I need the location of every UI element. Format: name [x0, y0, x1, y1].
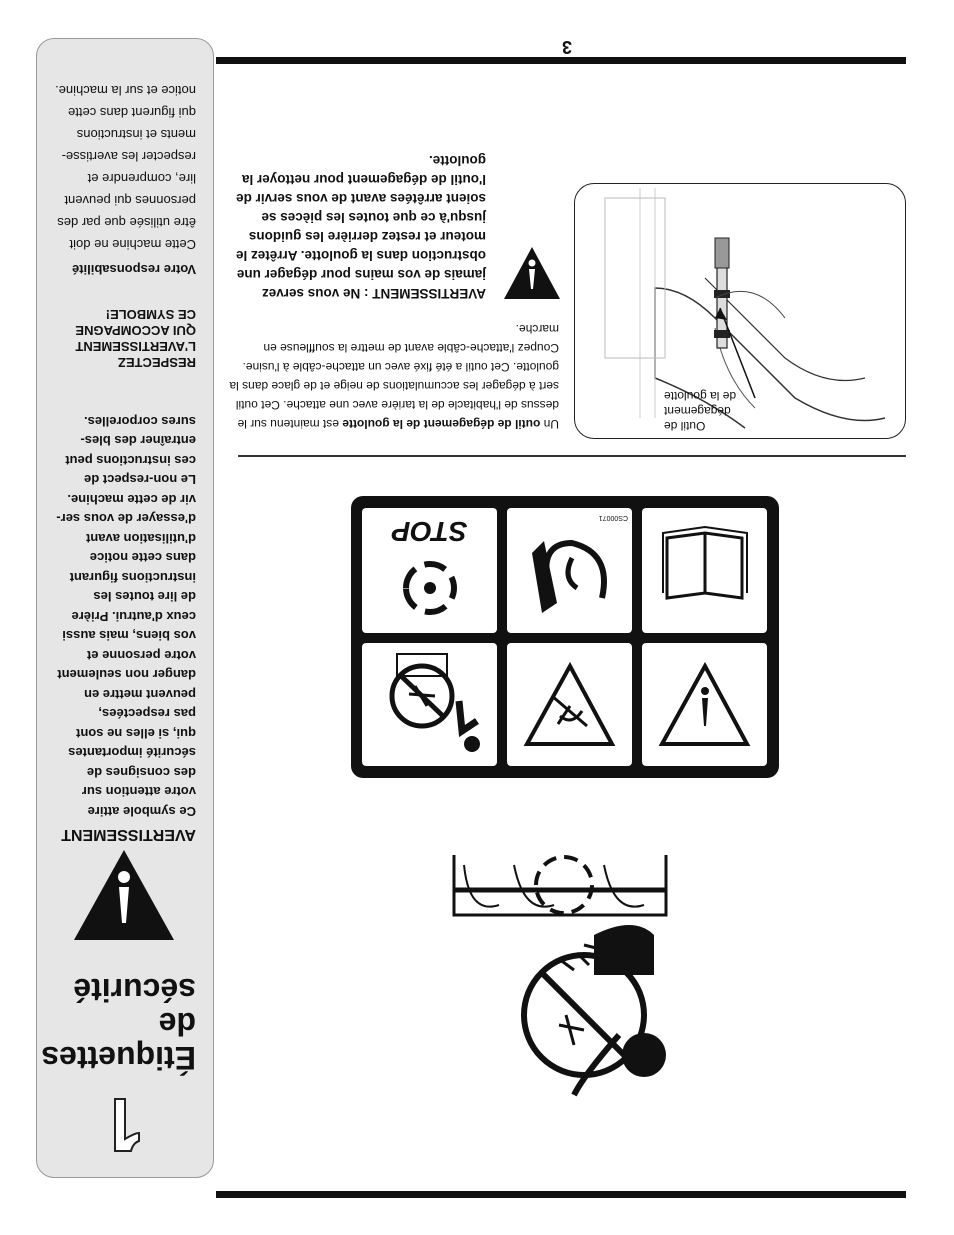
responsibility-line: qui figurent dans cette: [68, 105, 196, 120]
warning-body: [36, 412, 196, 822]
responsibility-line: ments et instructions: [76, 127, 196, 142]
safety-decal: [351, 496, 779, 778]
decal-cell-warning: [642, 643, 767, 766]
desc-bold: outil de dégagement de la goulotte: [342, 417, 541, 431]
warning-line: sures corporelles.: [84, 414, 196, 429]
responsibility-line: lire, comprendre et: [87, 171, 196, 186]
auger-hand-hazard-illustration: [446, 855, 674, 1155]
decal-cell-manual: [642, 508, 767, 633]
warning-line: ces instructions peut: [65, 453, 196, 468]
warning-heading: AVERTISSEMENT: [61, 826, 196, 843]
warning-line: entraîner des bles-: [80, 433, 196, 449]
warning-line: votre attention sur: [81, 784, 196, 800]
decal-code: CS00071: [598, 514, 628, 521]
chapter-title: [41, 972, 196, 1076]
respect-line: CE SYMBOLE!: [105, 307, 196, 322]
no-hands-in-chute-icon: [362, 643, 497, 766]
warning-line: danger non seulement: [57, 667, 196, 683]
responsibility-line: personnes qui peuvent: [64, 193, 196, 208]
tool-description: [229, 319, 559, 433]
respect-notice: [36, 306, 196, 370]
warning-line: dans cette notice: [89, 550, 196, 566]
warning-line: Le non-respect de: [84, 472, 196, 488]
warning-line: ceux d'autrui. Prière: [71, 609, 196, 624]
warning-line: instructions figurant: [69, 570, 196, 585]
responsibility-body: [36, 79, 196, 255]
warning-line: qui, si elles ne sont: [76, 726, 196, 741]
responsibility-line: respecter les avertisse-: [61, 149, 196, 164]
warning-line: vir de cette machine.: [67, 492, 196, 507]
warning-line: Ce symbole attire: [87, 804, 196, 819]
tool-label-line: dégagement: [664, 404, 731, 418]
tool-label-line: de la goulotte: [664, 389, 737, 403]
warning-line: de lire toutes les: [93, 589, 196, 605]
decal-cell-clearing-tool: [507, 508, 632, 633]
warning-line: peuvent mettre en: [84, 687, 196, 702]
bottom-rule: [216, 57, 906, 64]
read-manual-book-icon: [642, 508, 767, 633]
page-number: 3: [561, 37, 572, 57]
warning-line: d'essayer de vous ser-: [56, 511, 196, 527]
clearing-tool-use-icon: [507, 508, 632, 633]
top-rule: [216, 1191, 906, 1198]
stop-text: STOP: [391, 516, 468, 547]
title-line: sécurité: [73, 972, 196, 1008]
decal-cell-stop: [362, 508, 497, 633]
responsibility-heading: Votre responsabilité: [71, 262, 196, 277]
warning-line: pas respectées,: [98, 706, 196, 722]
title-line: de: [158, 1006, 196, 1042]
warning-line: vos biens, mais aussi: [62, 628, 196, 644]
hand-hazard-triangle-icon: [507, 643, 632, 766]
respect-line: L'AVERTISSEMENT: [75, 339, 196, 354]
respect-line: QUI ACCOMPAGNE: [75, 323, 196, 338]
chapter-number-icon: [89, 1095, 149, 1155]
section-divider: [238, 456, 906, 458]
warning-triangle-icon: [69, 845, 179, 945]
warning-line: des consignes de: [86, 765, 196, 780]
chute-warning-text: AVERTISSEMENT : Ne vous servez jamais de vos mains pour dégager une obstruction dans la goulotte. Arrêtez le moteur et restez derrière les guidons jusqu'à ce que toutes les pièces se soient arrêtées avant de vous servir de l'outil de dégagement pour nettoyer la goulotte.: [235, 153, 486, 301]
warning-triangle-icon: [642, 643, 767, 766]
responsibility-line: être utilisée que par des: [57, 215, 196, 230]
responsibility-line: notice et sur la machine.: [55, 83, 196, 98]
decal-cell-no-hands: [362, 643, 497, 766]
warning-triangle-small-icon: [502, 245, 562, 301]
warning-line: sécurité importantes: [68, 745, 196, 761]
responsibility-line: Cette machine ne doit: [69, 237, 196, 252]
decal-cell-hand-hazard: [507, 643, 632, 766]
warning-line: d'utilisation avant: [86, 531, 196, 546]
warning-line: votre personne et: [86, 648, 196, 663]
desc-prefix: Un: [540, 417, 559, 431]
tool-callout-label: [664, 388, 764, 433]
title-line: Étiquettes: [41, 1040, 196, 1076]
tool-label-line: Outil de: [664, 419, 706, 433]
desc-rest: est maintenu sur le dessus de l'habitacle de la tarière avec une attache. Cet outil sert à dégager les accumulations de neige et de glace dans la goulotte. Cet outil a été fixé avec un attache-câble à l'usine. Coupez l'attache-câble avant de mettre la souffleuse en marche.: [229, 322, 559, 431]
respect-line: RESPECTEZ: [117, 355, 196, 370]
